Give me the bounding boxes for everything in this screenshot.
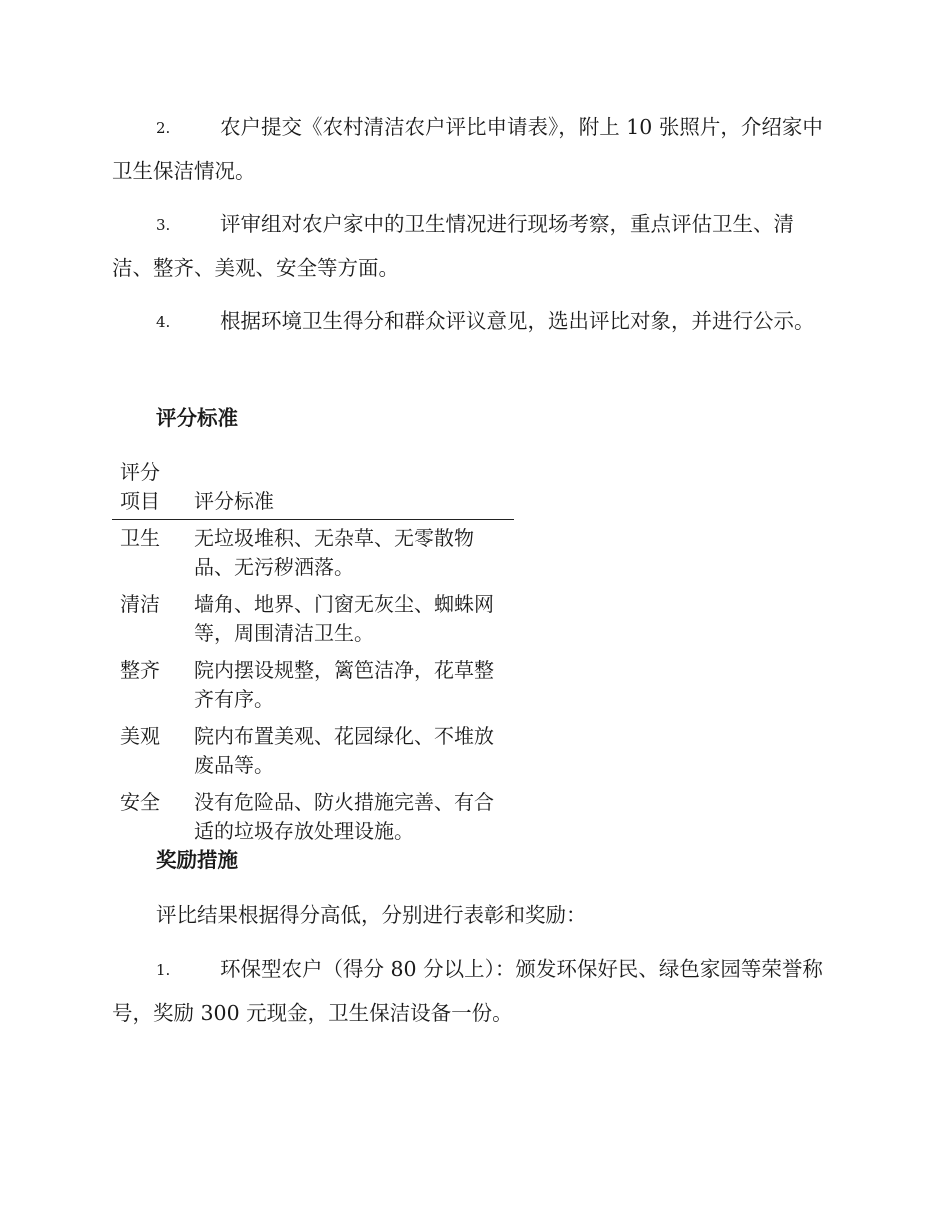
table-cell-standard: 院内摆设规整，篱笆洁净，花草整齐有序。 (194, 658, 494, 711)
scoring-table (112, 458, 514, 850)
table-cell-item: 安全 (120, 790, 160, 814)
step-text: 评审组对农户家中的卫生情况进行现场考察，重点评估卫生、清洁、整齐、美观、安全等方面。 (112, 212, 794, 280)
step-number: 4. (156, 313, 171, 331)
table-header-item: 评分项目 (112, 458, 194, 520)
step-item (112, 203, 834, 290)
step-item (112, 106, 834, 193)
table-row (112, 520, 514, 587)
reward-heading: 奖励措施 (156, 848, 238, 872)
step-item (112, 300, 834, 344)
table-cell-item: 美观 (120, 724, 160, 748)
step-number: 2. (156, 119, 171, 137)
table-cell-item: 清洁 (120, 592, 160, 616)
table-cell-standard: 院内布置美观、花园绿化、不堆放废品等。 (194, 724, 494, 777)
step-text: 根据环境卫生得分和群众评议意见，选出评比对象，并进行公示。 (220, 309, 815, 333)
table-row (112, 652, 514, 718)
reward-number: 1. (156, 961, 171, 979)
table-header-row (112, 458, 514, 520)
reward-item (112, 948, 834, 1035)
table-row (112, 718, 514, 784)
step-text: 农户提交《农村清洁农户评比申请表》，附上 10 张照片，介绍家中卫生保洁情况。 (112, 115, 823, 183)
table-cell-standard: 没有危险品、防火措施完善、有合适的垃圾存放处理设施。 (194, 790, 494, 843)
table-cell-standard: 墙角、地界、门窗无灰尘、蜘蛛网等，周围清洁卫生。 (194, 592, 494, 645)
table-cell-item: 卫生 (120, 526, 160, 550)
reward-text: 环保型农户（得分 80 分以上）：颁发环保好民、绿色家园等荣誉称号，奖励 300 元现金，卫生保洁设备一份。 (112, 957, 823, 1025)
reward-intro: 评比结果根据得分高低，分别进行表彰和奖励： (156, 903, 587, 927)
step-number: 3. (156, 216, 171, 234)
table-row (112, 784, 514, 850)
table-header-standard: 评分标准 (194, 458, 514, 520)
table-cell-item: 整齐 (120, 658, 160, 682)
table-cell-standard: 无垃圾堆积、无杂草、无零散物品、无污秽洒落。 (194, 526, 474, 579)
table-row (112, 586, 514, 652)
criteria-heading: 评分标准 (156, 406, 238, 430)
